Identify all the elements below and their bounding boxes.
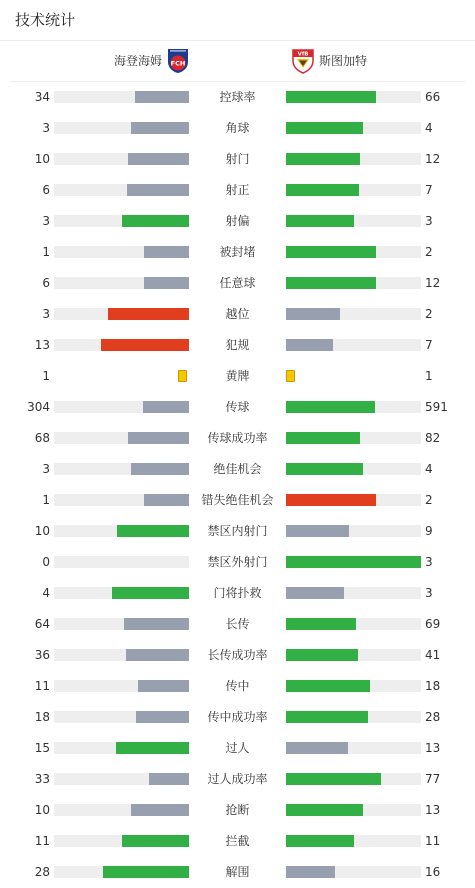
away-stat-bar <box>286 401 421 413</box>
home-logo-text: FCH <box>170 59 186 68</box>
stat-row <box>0 701 475 732</box>
away-stat-value: 2 <box>425 245 433 259</box>
away-stat-value: 3 <box>425 586 433 600</box>
home-stat-value: 1 <box>42 245 50 259</box>
home-stat-bar-fill <box>138 680 189 692</box>
away-stat-value: 2 <box>425 307 433 321</box>
home-stat-value: 33 <box>34 772 50 786</box>
away-stat-bar-fill <box>286 773 381 785</box>
stat-row <box>0 298 475 329</box>
away-stat-bar <box>286 556 421 568</box>
away-team-logo-icon[interactable] <box>291 48 315 74</box>
stat-row <box>0 732 475 763</box>
home-stat-bar <box>54 587 189 599</box>
stat-label: 传球 <box>225 400 250 414</box>
home-stat-bar-fill <box>131 463 189 475</box>
home-stat-bar-fill <box>128 153 189 165</box>
home-stat-bar <box>54 494 189 506</box>
away-stat-bar-fill <box>286 649 358 661</box>
home-stat-value: 15 <box>34 741 50 755</box>
stat-row <box>0 577 475 608</box>
stat-row <box>0 81 475 112</box>
home-stat-bar-fill <box>103 866 189 878</box>
home-stat-value: 34 <box>34 90 50 104</box>
home-stat-bar <box>54 649 189 661</box>
stat-label: 拦截 <box>225 834 250 848</box>
home-stat-bar <box>54 215 189 227</box>
away-stat-bar <box>286 587 421 599</box>
away-stat-value: 77 <box>425 772 441 786</box>
home-stat-bar-fill <box>144 494 189 506</box>
stat-label: 传中成功率 <box>207 710 268 724</box>
home-stat-value: 18 <box>34 710 50 724</box>
away-stat-value: 66 <box>425 90 441 104</box>
home-stat-bar-fill <box>126 649 189 661</box>
away-stat-bar-fill <box>286 556 421 568</box>
stat-row <box>0 422 475 453</box>
home-stat-bar <box>54 91 189 103</box>
stat-row <box>0 267 475 298</box>
away-stat-bar <box>286 618 421 630</box>
stat-row <box>0 608 475 639</box>
home-yellow-card-icon <box>178 370 187 382</box>
away-team-name[interactable]: 斯图加特 <box>319 54 368 68</box>
home-stat-value: 3 <box>42 121 50 135</box>
teams-header <box>0 44 475 80</box>
home-stat-bar <box>54 866 189 878</box>
away-stat-bar-fill <box>286 463 363 475</box>
stat-row <box>0 391 475 422</box>
away-stat-value: 13 <box>425 803 441 817</box>
away-stat-bar-fill <box>286 401 375 413</box>
stat-row <box>0 763 475 794</box>
home-stat-bar-fill <box>122 215 190 227</box>
home-stat-bar-fill <box>144 246 189 258</box>
away-stat-bar-fill <box>286 525 349 537</box>
home-stat-bar-fill <box>112 587 189 599</box>
away-stat-bar-fill <box>286 122 363 134</box>
title-divider <box>0 40 475 41</box>
home-stat-bar <box>54 277 189 289</box>
away-stat-bar-fill <box>286 215 354 227</box>
stat-label: 门将扑救 <box>213 586 262 600</box>
away-stat-bar-fill <box>286 742 348 754</box>
home-stat-value: 10 <box>34 803 50 817</box>
home-stat-bar <box>54 556 189 568</box>
away-stat-bar <box>286 153 421 165</box>
home-stat-value: 3 <box>42 307 50 321</box>
away-stat-bar-fill <box>286 153 360 165</box>
stat-row <box>0 639 475 670</box>
stat-label: 角球 <box>225 121 250 135</box>
away-stat-bar <box>286 432 421 444</box>
stat-label: 过人 <box>225 741 250 755</box>
stat-label: 传中 <box>225 679 250 693</box>
home-stat-value: 1 <box>42 369 50 383</box>
away-stat-value: 13 <box>425 741 441 755</box>
page-title: 技术统计 <box>15 11 76 29</box>
home-stat-value: 68 <box>34 431 50 445</box>
away-stat-value: 3 <box>425 555 433 569</box>
home-stat-bar <box>54 463 189 475</box>
home-stat-bar-fill <box>135 91 189 103</box>
stat-label: 射正 <box>225 183 250 197</box>
away-stat-bar-fill <box>286 804 363 816</box>
away-stat-bar <box>286 246 421 258</box>
stat-label: 传球成功率 <box>207 431 268 445</box>
home-stat-value: 3 <box>42 214 50 228</box>
stat-label: 绝佳机会 <box>213 462 262 476</box>
stat-row <box>0 484 475 515</box>
home-stat-bar-fill <box>101 339 189 351</box>
home-stat-value: 11 <box>34 679 50 693</box>
home-stat-bar-fill <box>128 432 189 444</box>
home-stat-bar-fill <box>124 618 189 630</box>
stats-list <box>0 81 475 887</box>
home-stat-value: 4 <box>42 586 50 600</box>
stat-row <box>0 236 475 267</box>
stat-row <box>0 546 475 577</box>
away-stat-bar <box>286 773 421 785</box>
stat-label: 长传成功率 <box>207 648 268 662</box>
home-stat-bar <box>54 711 189 723</box>
away-stat-bar-fill <box>286 835 354 847</box>
away-stat-bar-fill <box>286 184 359 196</box>
home-stat-value: 3 <box>42 462 50 476</box>
away-stat-bar <box>286 494 421 506</box>
stat-label: 射门 <box>225 152 250 166</box>
home-stat-bar <box>54 401 189 413</box>
stat-row <box>0 670 475 701</box>
away-stat-bar-fill <box>286 432 360 444</box>
away-stat-value: 7 <box>425 338 433 352</box>
home-stat-bar <box>54 835 189 847</box>
away-stat-bar <box>286 215 421 227</box>
home-stat-value: 10 <box>34 524 50 538</box>
home-stat-bar <box>54 153 189 165</box>
stat-label: 解围 <box>225 865 250 879</box>
away-stat-value: 69 <box>425 617 441 631</box>
home-stat-bar <box>54 339 189 351</box>
home-stat-bar <box>54 432 189 444</box>
stat-row <box>0 360 475 391</box>
away-stat-bar-fill <box>286 339 333 351</box>
away-stat-bar-fill <box>286 277 376 289</box>
home-stat-value: 0 <box>42 555 50 569</box>
away-stat-bar <box>286 122 421 134</box>
away-stat-bar-fill <box>286 618 356 630</box>
home-team-logo-icon[interactable] <box>167 48 189 74</box>
stat-label: 控球率 <box>219 90 256 104</box>
away-stat-bar-fill <box>286 246 376 258</box>
away-stat-value: 28 <box>425 710 441 724</box>
stat-row <box>0 794 475 825</box>
away-logo-text: VfB <box>297 51 309 58</box>
away-stat-bar <box>286 91 421 103</box>
away-stat-value: 2 <box>425 493 433 507</box>
away-stat-value: 41 <box>425 648 441 662</box>
away-stat-value: 7 <box>425 183 433 197</box>
away-stat-bar <box>286 680 421 692</box>
home-stat-value: 13 <box>34 338 50 352</box>
stat-label: 错失绝佳机会 <box>201 493 274 507</box>
away-stat-value: 11 <box>425 834 441 848</box>
stat-label: 任意球 <box>219 276 256 290</box>
home-stat-bar-fill <box>149 773 190 785</box>
stat-row <box>0 453 475 484</box>
stat-label: 射偏 <box>225 214 250 228</box>
stat-label: 抢断 <box>225 803 250 817</box>
home-stat-bar <box>54 742 189 754</box>
home-stat-bar-fill <box>144 277 189 289</box>
stat-row <box>0 329 475 360</box>
stat-row <box>0 856 475 887</box>
stat-label: 禁区外射门 <box>207 555 268 569</box>
home-stat-bar-fill <box>143 401 189 413</box>
home-stat-bar-fill <box>127 184 189 196</box>
away-stat-value: 591 <box>425 400 448 414</box>
away-stat-value: 1 <box>425 369 433 383</box>
home-stat-bar-fill <box>117 525 189 537</box>
away-stat-bar <box>286 339 421 351</box>
away-stat-value: 4 <box>425 121 433 135</box>
home-stat-bar-fill <box>108 308 189 320</box>
away-stat-bar <box>286 277 421 289</box>
home-stat-bar <box>54 308 189 320</box>
home-stat-value: 10 <box>34 152 50 166</box>
home-stat-bar-fill <box>131 122 189 134</box>
home-stat-value: 28 <box>34 865 50 879</box>
home-stat-value: 6 <box>42 276 50 290</box>
stat-row <box>0 112 475 143</box>
away-stat-bar <box>286 463 421 475</box>
stat-label: 长传 <box>225 617 250 631</box>
home-stat-bar-fill <box>122 835 190 847</box>
away-stat-value: 4 <box>425 462 433 476</box>
home-stat-value: 6 <box>42 183 50 197</box>
away-stat-bar-fill <box>286 680 370 692</box>
away-stat-value: 12 <box>425 152 441 166</box>
home-stat-value: 64 <box>34 617 50 631</box>
home-stat-bar <box>54 525 189 537</box>
away-stat-bar <box>286 866 421 878</box>
away-stat-bar <box>286 804 421 816</box>
home-stat-value: 11 <box>34 834 50 848</box>
stat-row <box>0 515 475 546</box>
home-stat-bar <box>54 773 189 785</box>
away-stat-bar-fill <box>286 91 376 103</box>
home-stat-bar-fill <box>116 742 189 754</box>
home-stat-bar-fill <box>136 711 189 723</box>
stat-row <box>0 825 475 856</box>
home-stat-bar <box>54 680 189 692</box>
stat-row <box>0 205 475 236</box>
away-stat-bar <box>286 184 421 196</box>
home-stat-bar <box>54 618 189 630</box>
away-stat-value: 3 <box>425 214 433 228</box>
stat-label: 犯规 <box>225 338 250 352</box>
away-stat-bar-fill <box>286 711 368 723</box>
home-stat-bar-fill <box>131 804 189 816</box>
away-stat-bar <box>286 835 421 847</box>
away-yellow-card-icon <box>286 370 295 382</box>
home-stat-bar <box>54 184 189 196</box>
away-stat-value: 16 <box>425 865 441 879</box>
away-stat-value: 9 <box>425 524 433 538</box>
away-stat-bar <box>286 711 421 723</box>
away-stat-value: 82 <box>425 431 441 445</box>
stat-row <box>0 143 475 174</box>
away-stat-bar <box>286 308 421 320</box>
stat-label: 禁区内射门 <box>207 524 268 538</box>
home-team-name[interactable]: 海登海姆 <box>113 54 162 68</box>
away-stat-bar-fill <box>286 866 335 878</box>
away-stat-bar-fill <box>286 587 344 599</box>
away-stat-bar <box>286 649 421 661</box>
home-stat-value: 1 <box>42 493 50 507</box>
stat-label: 过人成功率 <box>207 772 268 786</box>
home-stat-bar <box>54 804 189 816</box>
home-stat-bar <box>54 122 189 134</box>
away-stat-value: 12 <box>425 276 441 290</box>
stat-row <box>0 174 475 205</box>
stat-label: 黄牌 <box>225 369 250 383</box>
away-stat-value: 18 <box>425 679 441 693</box>
away-stat-bar <box>286 742 421 754</box>
away-stat-bar <box>286 525 421 537</box>
home-stat-bar <box>54 246 189 258</box>
away-stat-bar-fill <box>286 494 376 506</box>
stat-label: 越位 <box>225 307 250 321</box>
home-stat-value: 36 <box>34 648 50 662</box>
away-stat-bar-fill <box>286 308 340 320</box>
stat-label: 被封堵 <box>219 245 256 259</box>
home-stat-value: 304 <box>27 400 50 414</box>
